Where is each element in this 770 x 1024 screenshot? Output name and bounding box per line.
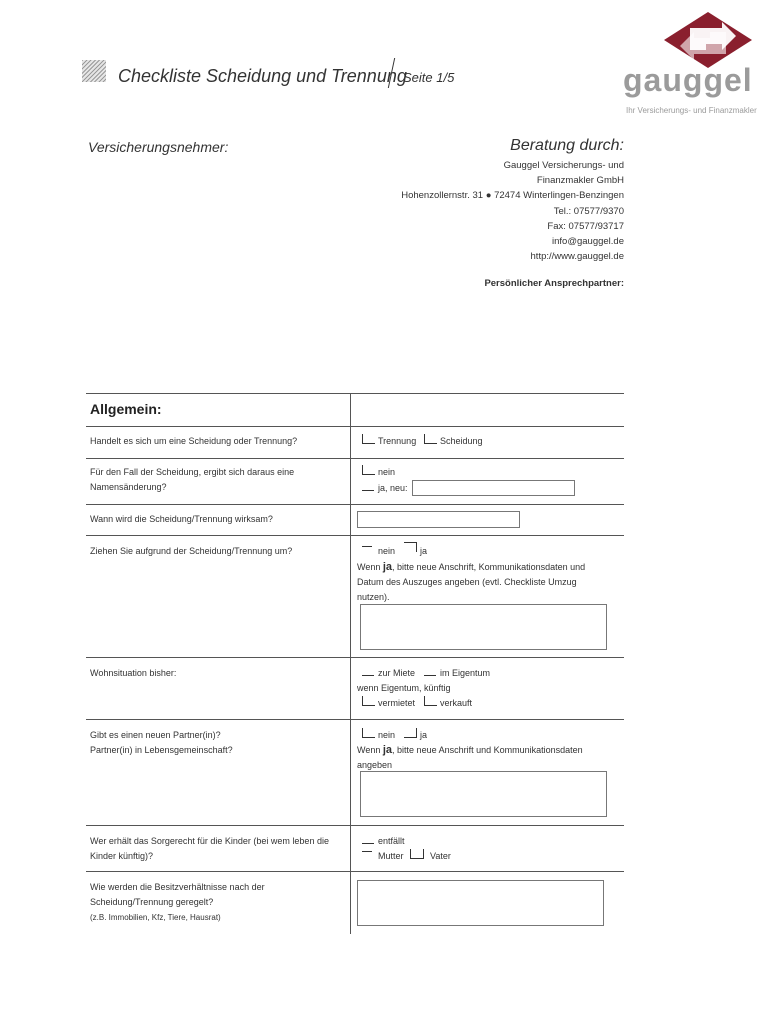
logo-tagline: Ihr Versicherungs- und Finanzmakler	[626, 106, 757, 115]
checkbox-ja[interactable]	[404, 728, 417, 738]
option-label: vermietet	[378, 698, 416, 708]
contact-person-label: Persönlicher Ansprechpartner:	[484, 278, 624, 289]
row-divider	[86, 657, 624, 658]
checkbox-nein[interactable]	[362, 728, 375, 738]
advisor-heading: Beratung durch:	[510, 137, 624, 154]
note-emphasis: ja	[382, 561, 393, 573]
checkbox-verkauft[interactable]	[424, 696, 437, 706]
question-name-change	[90, 465, 294, 495]
effective-date-input[interactable]	[357, 511, 520, 528]
note-text: , bitte neue Anschrift, Kommunikationsdaten und	[392, 562, 586, 572]
checkbox-im-eigentum[interactable]	[424, 666, 436, 676]
note-text: , bitte neue Anschrift und Kommunikationsdaten	[392, 745, 583, 755]
row-divider	[86, 535, 624, 536]
section-title: Allgemein:	[90, 401, 162, 417]
option-label: im Eigentum	[440, 668, 491, 678]
note-emphasis: ja	[382, 744, 393, 756]
row-divider	[86, 504, 624, 505]
question-line: Kinder künftig)?	[90, 851, 154, 861]
option-label: Mutter	[378, 851, 404, 861]
advisor-address	[401, 158, 624, 264]
partner-note	[357, 743, 583, 758]
checkbox-zur-miete[interactable]	[362, 666, 374, 676]
row-divider	[86, 426, 624, 427]
column-divider	[350, 393, 351, 934]
advisor-website: http://www.gauggel.de	[530, 251, 624, 263]
option-label: zur Miete	[378, 668, 416, 678]
new-address-textarea[interactable]	[360, 604, 607, 650]
question-line: Scheidung/Trennung geregelt?	[90, 897, 214, 907]
question-hint: (z.B. Immobilien, Kfz, Tiere, Hausrat)	[90, 913, 221, 922]
checkbox-vermietet[interactable]	[362, 696, 375, 706]
option-label: verkauft	[440, 698, 473, 708]
table-top-rule	[86, 393, 624, 394]
option-label: Trennung	[378, 436, 417, 446]
row-divider	[86, 871, 624, 872]
moving-note-line: Datum des Auszuges angeben (evtl. Checkliste Umzug	[357, 577, 577, 587]
option-label: nein	[378, 467, 396, 477]
question-custody	[90, 834, 329, 864]
question-line: Für den Fall der Scheidung, ergibt sich daraus eine	[90, 467, 295, 477]
question-moving: Ziehen Sie aufgrund der Scheidung/Trennung um?	[90, 546, 293, 556]
advisor-line: Finanzmakler GmbH	[536, 175, 624, 187]
option-label: Vater	[430, 851, 451, 861]
option-label: Scheidung	[440, 436, 483, 446]
new-name-input[interactable]	[412, 480, 575, 496]
question-line: Partner(in) in Lebensgemeinschaft?	[90, 745, 233, 755]
question-line: Gibt es einen neuen Partner(in)?	[90, 730, 221, 740]
row-divider	[86, 825, 624, 826]
property-textarea[interactable]	[357, 880, 604, 926]
checkbox-nein[interactable]	[362, 465, 375, 475]
question-divorce-or-separation: Handelt es sich um eine Scheidung oder Trennung?	[90, 436, 298, 446]
advisor-email: info@gauggel.de	[552, 236, 624, 248]
option-label: ja	[420, 730, 428, 740]
option-label: nein	[378, 730, 396, 740]
page-title: Checkliste Scheidung und Trennung	[118, 66, 407, 86]
note-text: Wenn	[357, 562, 383, 572]
question-property	[90, 880, 265, 925]
housing-sub-label: wenn Eigentum, künftig	[357, 683, 451, 693]
page-number: Seite 1/5	[403, 70, 455, 85]
advisor-line: Gauggel Versicherungs- und	[503, 160, 624, 171]
checkbox-ja[interactable]	[404, 542, 417, 552]
checkbox-ja-neu[interactable]	[362, 481, 374, 491]
checkbox-nein[interactable]	[362, 546, 372, 551]
question-effective-date: Wann wird die Scheidung/Trennung wirksam?	[90, 514, 273, 524]
checkbox-entfaellt[interactable]	[362, 834, 374, 844]
option-label: entfällt	[378, 836, 405, 846]
advisor-line: Fax: 07577/93717	[547, 220, 624, 232]
partner-note-line: angeben	[357, 760, 393, 770]
checkbox-scheidung[interactable]	[424, 434, 437, 444]
question-housing: Wohnsituation bisher:	[90, 668, 177, 678]
checkbox-vater[interactable]	[410, 849, 424, 859]
question-line: Wer erhält das Sorgerecht für die Kinder (bei wem leben die	[90, 836, 329, 846]
question-line: Namensänderung?	[90, 482, 167, 492]
question-new-partner	[90, 728, 233, 758]
checkbox-mutter[interactable]	[362, 851, 372, 856]
policyholder-label: Versicherungsnehmer:	[88, 139, 229, 155]
logo-wordmark: gauggel	[623, 62, 753, 98]
row-divider	[86, 719, 624, 720]
advisor-line: Tel.: 07577/9370	[553, 205, 624, 217]
option-label: ja, neu:	[378, 483, 408, 493]
note-text: Wenn	[357, 745, 383, 755]
moving-note	[357, 560, 585, 575]
partner-details-textarea[interactable]	[360, 771, 607, 817]
moving-note-line: nutzen).	[357, 592, 390, 602]
question-line: Wie werden die Besitzverhältnisse nach der	[90, 882, 265, 892]
row-divider	[86, 458, 624, 459]
header-hatch-decoration	[82, 60, 106, 82]
option-label: nein	[378, 546, 396, 556]
checkbox-trennung[interactable]	[362, 434, 375, 444]
advisor-line: Hohenzollernstr. 31 ● 72474 Winterlingen-Benzingen	[401, 190, 624, 202]
option-label: ja	[420, 546, 428, 556]
